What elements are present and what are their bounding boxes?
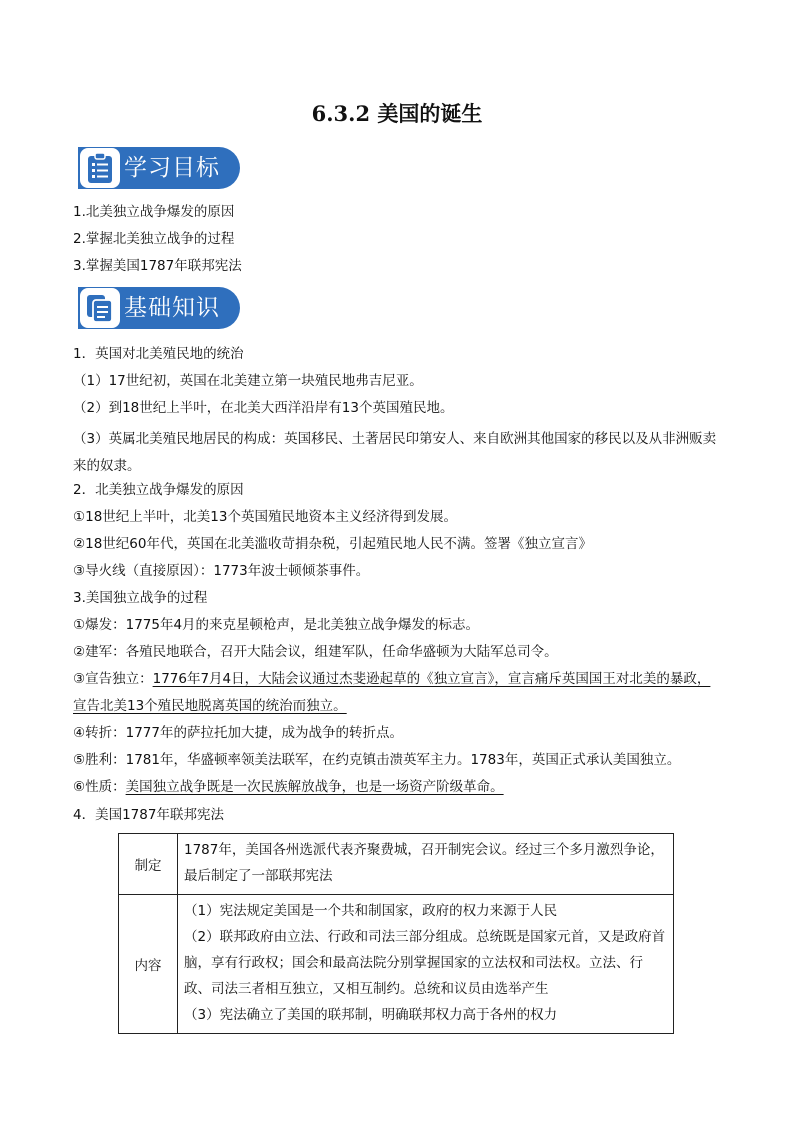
- text-line: （1）17世纪初，英国在北美建立第一块殖民地弗吉尼亚。: [73, 373, 423, 389]
- independence-text-cont: 宣告北美13个殖民地脱离英国的统治而独立。: [73, 698, 347, 714]
- section-heading: 4．美国1787年联邦宪法: [73, 807, 224, 823]
- text-line: [73, 778, 504, 796]
- text-line: ③导火线（直接原因）：1773年波士顿倾茶事件。: [73, 563, 370, 579]
- text-line: ②建军：各殖民地联合，召开大陆会议，组建军队，任命华盛顿为大陆军总司令。: [73, 644, 558, 660]
- section-heading: 3.美国独立战争的过程: [73, 590, 208, 606]
- independence-label: ③宣告独立：: [73, 671, 153, 687]
- objective-item: 3.掌握美国1787年联邦宪法: [73, 258, 242, 274]
- clipboard-icon: [80, 148, 120, 188]
- documents-icon: [80, 288, 120, 328]
- table-paragraph: （3）宪法确立了美国的联邦制，明确联邦权力高于各州的权力: [184, 1007, 558, 1023]
- section-heading: 2．北美独立战争爆发的原因: [73, 482, 244, 498]
- knowledge-banner: [78, 287, 240, 329]
- nature-text: 美国独立战争既是一次民族解放战争，也是一场资产阶级革命。: [125, 779, 504, 795]
- text-line: （2）到18世纪上半叶，在北美大西洋沿岸有13个英国殖民地。: [73, 400, 454, 416]
- text-line: ①爆发：1775年4月的来克星顿枪声，是北美独立战争爆发的标志。: [73, 617, 480, 633]
- page-title: 6.3.2 美国的诞生: [311, 101, 483, 126]
- table-row-head: 内容: [119, 895, 178, 1034]
- text-paragraph: （3）英属北美殖民地居民的构成：英国移民、土著居民印第安人、来自欧洲其他国家的移民以及从非洲贩卖来的奴隶。: [73, 431, 717, 474]
- text-line: ⑤胜利：1781年，华盛顿率领美法联军，在约克镇击溃英军主力。1783年，英国正式承认美国独立。: [73, 752, 681, 768]
- objectives-banner: [78, 147, 240, 189]
- knowledge-heading: 基础知识: [124, 295, 220, 321]
- table-row: [119, 895, 674, 1034]
- table-paragraph: （2）联邦政府由立法、行政和司法三部分组成。总统既是国家元首，又是政府首脑，享有行政权；国会和最高法院分别掌握国家的立法权和司法权。立法、行政、司法三者相互独立，又相互制约。总统和议员由选举产生: [184, 929, 666, 997]
- text-line: ①18世纪上半叶，北美13个英国殖民地资本主义经济得到发展。: [73, 509, 457, 525]
- table-row: [119, 834, 674, 895]
- text-line: ②18世纪60年代，英国在北美滥收苛捐杂税，引起殖民地人民不满。签署《独立宣言》: [73, 536, 592, 552]
- section-heading: 1．英国对北美殖民地的统治: [73, 346, 244, 362]
- independence-text: 1776年7月4日，大陆会议通过杰斐逊起草的《独立宣言》，宣言痛斥英国国王对北美的暴政，: [152, 671, 711, 687]
- objective-item: 1.北美独立战争爆发的原因: [73, 204, 235, 220]
- objective-item: 2.掌握北美独立战争的过程: [73, 231, 235, 247]
- text-line: ④转折：1777年的萨拉托加大捷，成为战争的转折点。: [73, 725, 403, 741]
- text-line: [73, 670, 710, 688]
- table-paragraph: （1）宪法规定美国是一个共和制国家，政府的权力来源于人民: [184, 903, 558, 919]
- table-cell: 1787年，美国各州选派代表齐聚费城，召开制宪会议。经过三个多月激烈争论，最后制定了一部联邦宪法: [178, 834, 674, 895]
- constitution-table: [118, 833, 674, 1034]
- table-cell: [178, 895, 674, 1034]
- objectives-heading: 学习目标: [124, 155, 220, 181]
- table-row-head: 制定: [119, 834, 178, 895]
- text-line: [73, 697, 347, 715]
- nature-label: ⑥性质：: [73, 779, 126, 795]
